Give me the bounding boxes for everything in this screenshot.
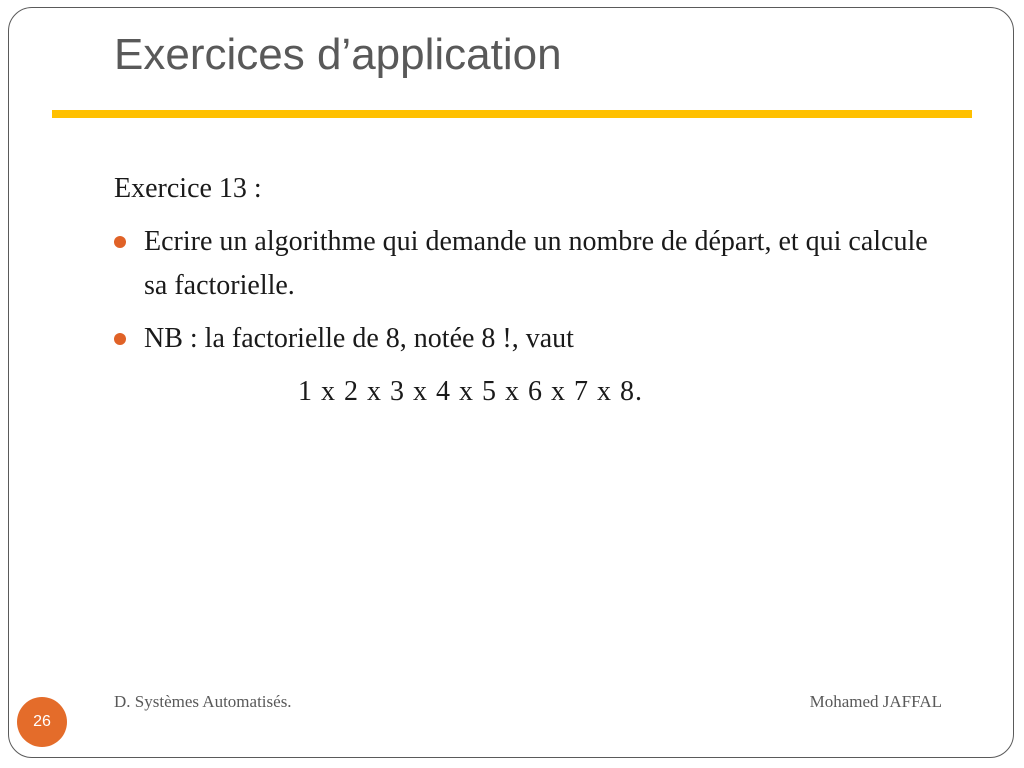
bullet-text: Ecrire un algorithme qui demande un nombre de départ, et qui calcule sa factorielle. bbox=[144, 226, 928, 301]
bullet-item bbox=[114, 317, 954, 361]
title-underline-rule bbox=[52, 110, 972, 118]
footer-author: Mohamed JAFFAL bbox=[809, 692, 942, 711]
factorial-formula: 1 x 2 x 3 x 4 x 5 x 6 x 7 x 8. bbox=[298, 376, 643, 407]
bullet-dot-icon bbox=[114, 236, 126, 248]
slide-title: Exercices d’application bbox=[114, 30, 562, 79]
bullet-dot-icon bbox=[114, 333, 126, 345]
exercise-heading: Exercice 13 : bbox=[114, 173, 262, 204]
bullet-item bbox=[114, 220, 954, 308]
page-number-badge: 26 bbox=[17, 697, 67, 747]
bullet-text: NB : la factorielle de 8, notée 8 !, vaut bbox=[144, 323, 574, 354]
footer-course-name: D. Systèmes Automatisés. bbox=[114, 692, 292, 711]
